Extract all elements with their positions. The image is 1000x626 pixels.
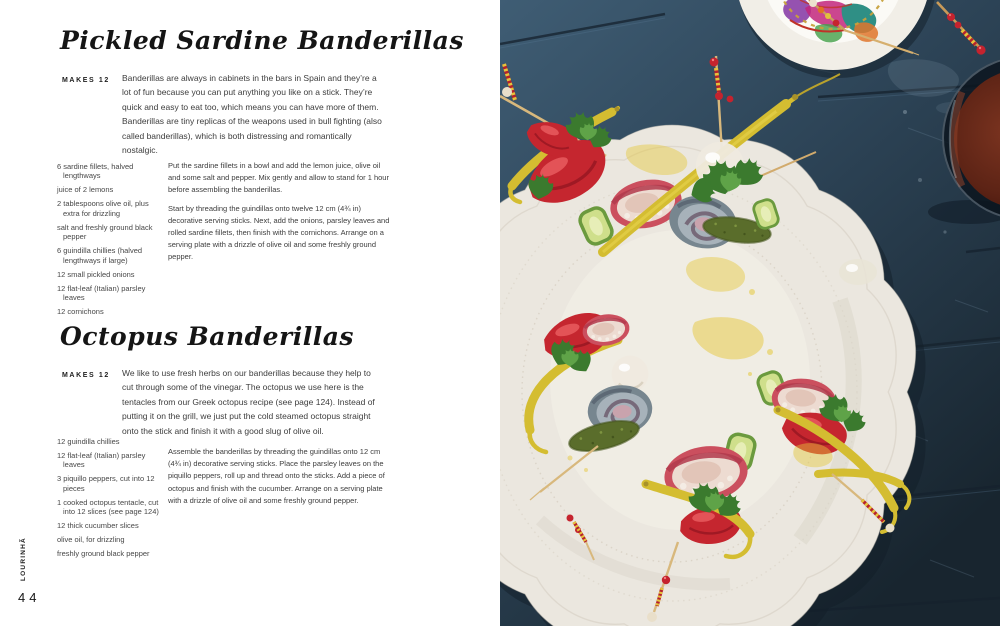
method-text — [168, 160, 393, 270]
ingredient-item: olive oil, for drizzling — [57, 535, 125, 545]
recipe-intro: Banderillas are always in cabinets in the bars in Spain and they’re a lot of fun because you can put anything you like on a stick. They’re quick and easy to eat too, which means you can have more of them. Banderillas are tiny replicas of the weapons used in bull fighting (also called banderillas), which is both distressing and romantically nostalgic. — [122, 73, 382, 156]
recipe-intro: We like to use fresh herbs on our banderillas because they help to cut through some of the vinegar. The octopus we use here is the tentacles from our Greek octopus recipe (see page 124). Instead of putting it on the grill, we just put the cold steamed octopus straight onto the stick and finish it with a good slug of olive oil. — [122, 368, 375, 436]
method-paragraph: Put the sardine fillets in a bowl and add the lemon juice, olive oil and some salt and pepper. Mix gently and allow to stand for 1 hour before assembling the banderillas. — [168, 161, 389, 195]
food-photo — [500, 0, 1000, 626]
makes-label: MAKES 12 — [62, 372, 110, 379]
page-number: 44 — [18, 590, 41, 605]
ingredient-item: 12 flat-leaf (Italian) parsley leaves — [57, 283, 146, 303]
method-text — [168, 446, 393, 513]
recipe-title: Pickled Sardine Banderillas — [60, 26, 464, 55]
banderillas-photo-illustration — [500, 0, 1000, 626]
ingredient-item: 12 guindilla chillies — [57, 437, 120, 446]
ingredient-item: freshly ground black pepper — [57, 549, 150, 559]
method-paragraph: Assemble the banderillas by threading the guindillas onto 12 cm (4¾ in) decorative serving sticks. Place the parsley leaves on the piquillo peppers, roll up and thread onto the sticks. Add a piece of octopus and finish with the cucumber. Arrange on a serving plate with a drizzle of olive oil and some freshly ground pepper. — [168, 447, 385, 505]
ingredient-item: 12 thick cucumber slices — [57, 521, 139, 531]
side-tab-label: LOURINHÃ — [20, 537, 27, 581]
ingredient-item: 6 guindilla chillies (halved lengthways if large) — [57, 246, 143, 265]
recipe-title: Octopus Banderillas — [60, 322, 354, 351]
ingredient-item: 12 small pickled onions — [57, 269, 135, 279]
ingredients-list — [57, 162, 163, 321]
ingredient-item: 12 cornichons — [57, 307, 104, 317]
ingredient-item: salt and freshly ground black pepper — [57, 222, 153, 242]
ingredient-item: 12 flat-leaf (Italian) parsley leaves — [57, 451, 146, 470]
makes-label: MAKES 12 — [62, 77, 110, 84]
ingredient-item: 3 piquillo peppers, cut into 12 pieces — [57, 474, 155, 493]
ingredients-list — [57, 437, 163, 563]
pickled-onion — [839, 259, 877, 285]
ingredient-item: 1 cooked octopus tentacle, cut into 12 slices (see page 124) — [57, 497, 159, 517]
ingredient-item: juice of 2 lemons — [57, 185, 114, 195]
ingredient-item: 6 sardine fillets, halved lengthways — [57, 162, 134, 181]
ingredient-item: 2 tablespoons olive oil, plus extra for drizzling — [57, 199, 149, 218]
method-paragraph: Start by threading the guindillas onto twelve 12 cm (4¾ in) decorative serving sticks. Next, add the onions, parsley leaves and rolled sardine fillets, then finish with the cornichons. Arrange on a serving plate with a drizzle of olive oil and some freshly ground pepper. — [168, 203, 390, 262]
